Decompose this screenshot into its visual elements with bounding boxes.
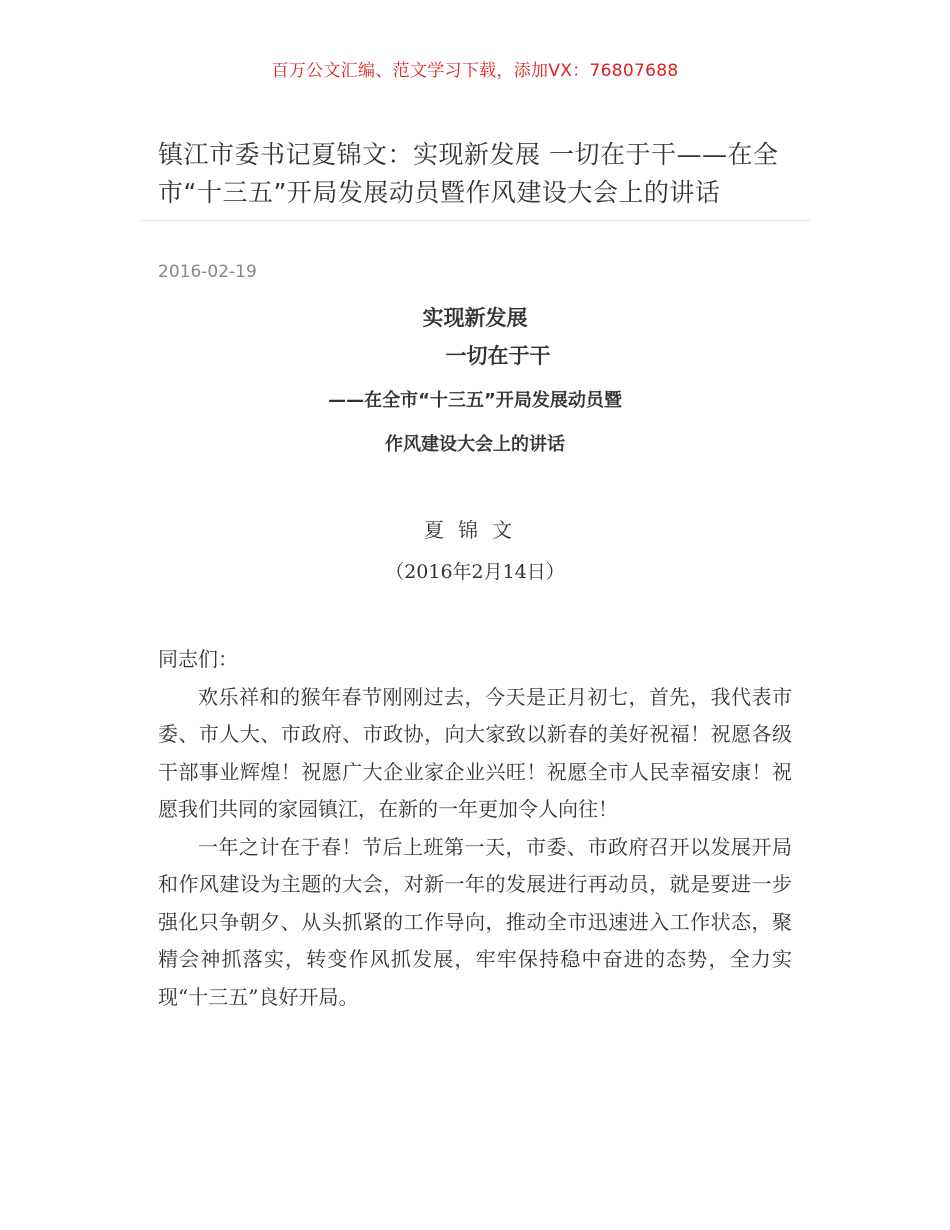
promo-banner: 百万公文汇编、范文学习下载，添加VX：76807688: [271, 61, 679, 81]
paragraph: 一年之计在于春！节后上班第一天，市委、市政府召开以发展开局和作风建设为主题的大会，对新一年的发展进行再动员，就是要进一步强化只争朝夕、从头抓紧的工作导向，推动全市迅速进入工作状态，聚精会神抓落实，转变作风抓发展，牢牢保持稳中奋进的态势，全力实现“十三五”良好开局。: [158, 834, 792, 1009]
speech-body: [158, 641, 792, 1016]
paragraph: 欢乐祥和的猴年春节刚刚过去，今天是正月初七，首先，我代表市委、市人大、市政府、市政协，向大家致以新春的美好祝福！祝愿各级干部事业辉煌！祝愿广大企业家企业兴旺！祝愿全市人民幸福安康！祝愿我们共同的家园镇江，在新的一年更加令人向往！: [158, 684, 792, 821]
speech-subtitle-line-2: 作风建设大会上的讲话: [385, 434, 565, 455]
speech-author: 夏锦文: [424, 518, 526, 542]
speech-heading-line-1: 实现新发展: [422, 306, 528, 330]
speech-heading-line-2: 一切在于干: [445, 344, 551, 368]
title-divider: [140, 220, 810, 221]
article-title: 镇江市委书记夏锦文：实现新发展 一切在于干——在全市“十三五”开局发展动员暨作风建设大会上的讲话: [158, 140, 779, 207]
publish-date: 2016-02-19: [158, 262, 257, 282]
speech-date: （2016年2月14日）: [385, 561, 565, 583]
salutation: 同志们：: [158, 647, 238, 671]
speech-subtitle-line-1: ——在全市“十三五”开局发展动员暨: [328, 390, 622, 411]
